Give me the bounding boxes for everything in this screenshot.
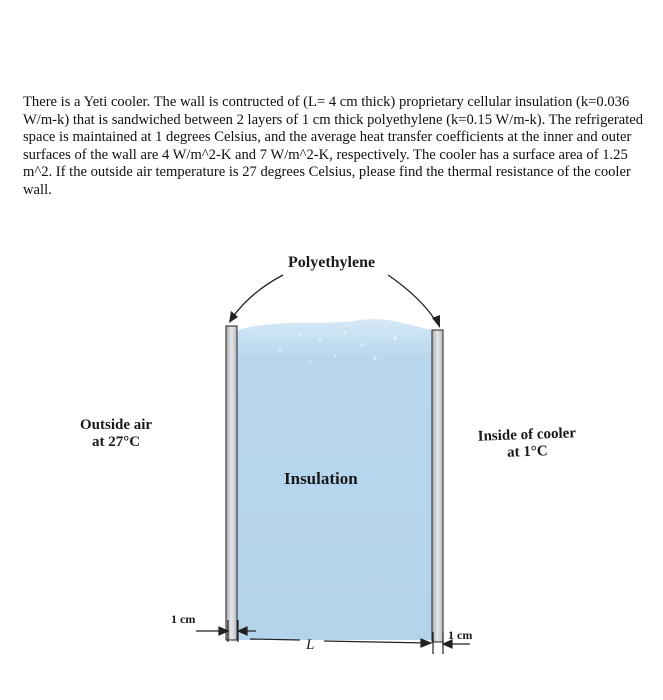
inside-cooler-line1: Inside of cooler — [477, 425, 577, 445]
arrow-to-left-layer — [232, 275, 283, 318]
length-label: L — [306, 637, 315, 653]
length-dimension — [250, 639, 431, 647]
polyethylene-left — [226, 326, 237, 640]
outside-air-line1: Outside air — [80, 417, 153, 433]
outside-air-label — [80, 417, 152, 451]
arrow-to-right-layer — [388, 275, 437, 323]
polyethylene-label: Polyethylene — [288, 254, 376, 271]
inside-cooler-label — [477, 425, 576, 462]
insulation-label: Insulation — [284, 469, 358, 488]
problem-statement: There is a Yeti cooler. The wall is contructed of (L= 4 cm thick) proprietary cellular insulation (k=0.036 W/m-k) that is sandwiched between 2 layers of 1 cm thick polyethylene (k=0.15 W/m-k). The refrigerated space is maintained at 1 degrees Celsius, and the average heat transfer coefficients at the inner and outer surfaces of the wall are 4 W/m^2-K and 7 W/m^2-K, respectively. The cooler has a surface area of 1.25 m^2. If the outside air temperature is 27 degrees Celsius, please find the thermal resistance of the cooler wall. — [23, 94, 644, 198]
outside-air-line2: at 27°C — [92, 434, 141, 450]
right-thickness-label: 1 cm — [448, 628, 473, 642]
inside-cooler-line2: at 1°C — [506, 443, 548, 461]
left-thickness-label: 1 cm — [171, 612, 196, 626]
polyethylene-right — [432, 330, 443, 642]
